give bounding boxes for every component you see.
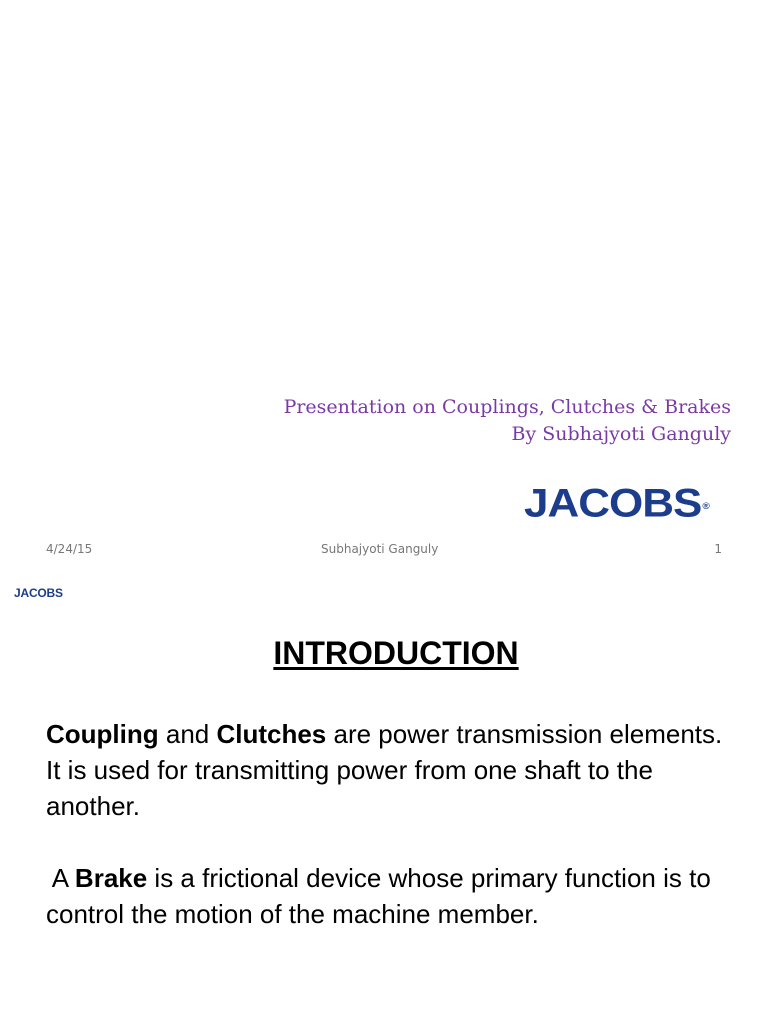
registered-mark: ® bbox=[702, 502, 709, 512]
footer-author: Subhajyoti Ganguly bbox=[321, 542, 439, 556]
footer-page-number: 1 bbox=[714, 542, 722, 556]
term-clutches: Clutches bbox=[216, 719, 327, 749]
para2-lead: A bbox=[46, 863, 75, 893]
coupling-clutch-paragraph bbox=[46, 716, 736, 824]
term-brake: Brake bbox=[74, 863, 148, 893]
slide-heading: INTRODUCTION bbox=[273, 635, 519, 671]
presentation-title: Presentation on Couplings, Clutches & Brakes bbox=[283, 396, 731, 418]
para2-text: is a frictional device whose primary function is to control the motion of the machine member. bbox=[46, 863, 711, 929]
jacobs-logo-small: JACOBS bbox=[14, 586, 63, 600]
footer-date: 4/24/15 bbox=[46, 542, 93, 556]
introduction-slide bbox=[0, 576, 768, 1024]
presentation-author: By Subhajyoti Ganguly bbox=[511, 423, 731, 445]
para1-text-a: and bbox=[158, 719, 217, 749]
jacobs-logo bbox=[524, 481, 709, 526]
para1-text-b: are power transmission elements. It is used for transmitting power from one shaft to the another. bbox=[46, 719, 723, 821]
jacobs-logo-text: JACOBS bbox=[524, 481, 702, 526]
presentation-title-block bbox=[284, 394, 731, 448]
brake-paragraph bbox=[46, 860, 736, 932]
term-coupling: Coupling bbox=[46, 719, 159, 749]
